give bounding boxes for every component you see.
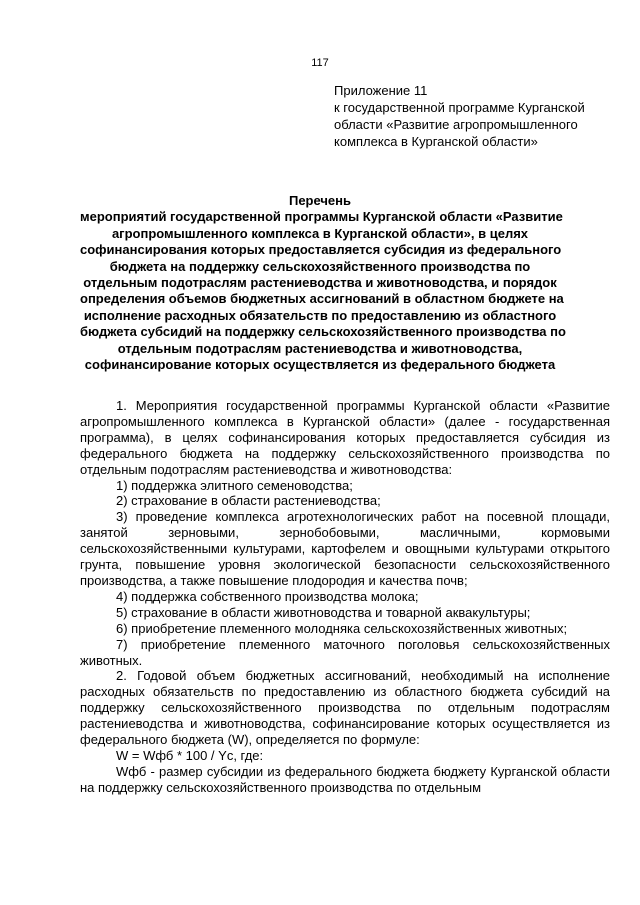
title-line: определения объемов бюджетных ассигнований в областном бюджете на: [80, 291, 564, 307]
appendix-header: [334, 82, 614, 150]
appendix-line: Приложение 11: [334, 83, 428, 98]
title-line: отдельным подотраслям растениеводства и животноводства,: [117, 340, 523, 356]
document-title: [80, 193, 566, 373]
list-item: 6) приобретение племенного молодняка сельскохозяйственных животных;: [116, 620, 568, 636]
title-line: софинансирование которых осуществляется из федерального бюджета: [84, 357, 556, 373]
appendix-line: к государственной программе Курганской: [334, 100, 585, 115]
page-number: 117: [311, 57, 329, 69]
title-line: бюджета субсидий на поддержку сельскохозяйственного производства по: [80, 324, 566, 340]
list-item: 7) приобретение племенного маточного поголовья сельскохозяйственных животных.: [80, 636, 610, 668]
formula: W = Wфб * 100 / Yс, где:: [116, 747, 264, 763]
document-body: [80, 398, 610, 796]
paragraph: 2. Годовой объем бюджетных ассигнований, необходимый на исполнение расходных обязательств по предоставлению из областного бюджета субсидий на поддержку сельскохозяйственного производства по отдельным подотраслям растениеводства и животноводства, софинансирование которых осуществляется из федерального бюджета (W), определяется по формуле:: [80, 668, 610, 748]
list-item: 1) поддержка элитного семеноводства;: [116, 477, 353, 493]
appendix-line: области «Развитие агропромышленного: [334, 117, 578, 132]
paragraph: Wфб - размер субсидии из федерального бюджета бюджету Курганской области на поддержку сельскохозяйственного производства по отдельным: [80, 763, 610, 795]
title-line: мероприятий государственной программы Курганской области «Развитие: [80, 209, 563, 225]
title-line: исполнение расходных обязательств по предоставлению из областного: [83, 307, 557, 323]
title-line: софинансирования которых предоставляется субсидия из федерального: [80, 242, 562, 258]
title-line: бюджета на поддержку сельскохозяйственного производства по: [109, 258, 531, 274]
paragraph: 1. Мероприятия государственной программы Курганской области «Развитие агропромышленного комплекса в Курганской области» (далее - государственная программа), в целях софинансирования которых предоставляется субсидия из федерального бюджета на поддержку сельскохозяйственного производства по отдельным подотраслям растениеводства и животноводства:: [80, 398, 610, 477]
list-item: 3) проведение комплекса агротехнологических работ на посевной площади, занятой зерновыми, зернобобовыми, масличными, кормовыми сельскохозяйственными культурами, картофелем и овощными культурами открытого грунта, повышение уровня экологической безопасности сельскохозяйственного производства, а также повышение плодородия и качества почв;: [80, 509, 610, 588]
title-line: Перечень: [288, 193, 352, 208]
title-line: агропромышленного комплекса в Курганской области», в целях: [111, 225, 529, 241]
list-item: 2) страхование в области растениеводства;: [116, 493, 381, 509]
list-item: 5) страхование в области животноводства и товарной аквакультуры;: [116, 604, 531, 620]
appendix-line: комплекса в Курганской области»: [334, 134, 538, 149]
list-item: 4) поддержка собственного производства молока;: [116, 588, 419, 604]
title-line: отдельным подотраслям растениеводства и животноводства, и порядок: [83, 275, 557, 291]
